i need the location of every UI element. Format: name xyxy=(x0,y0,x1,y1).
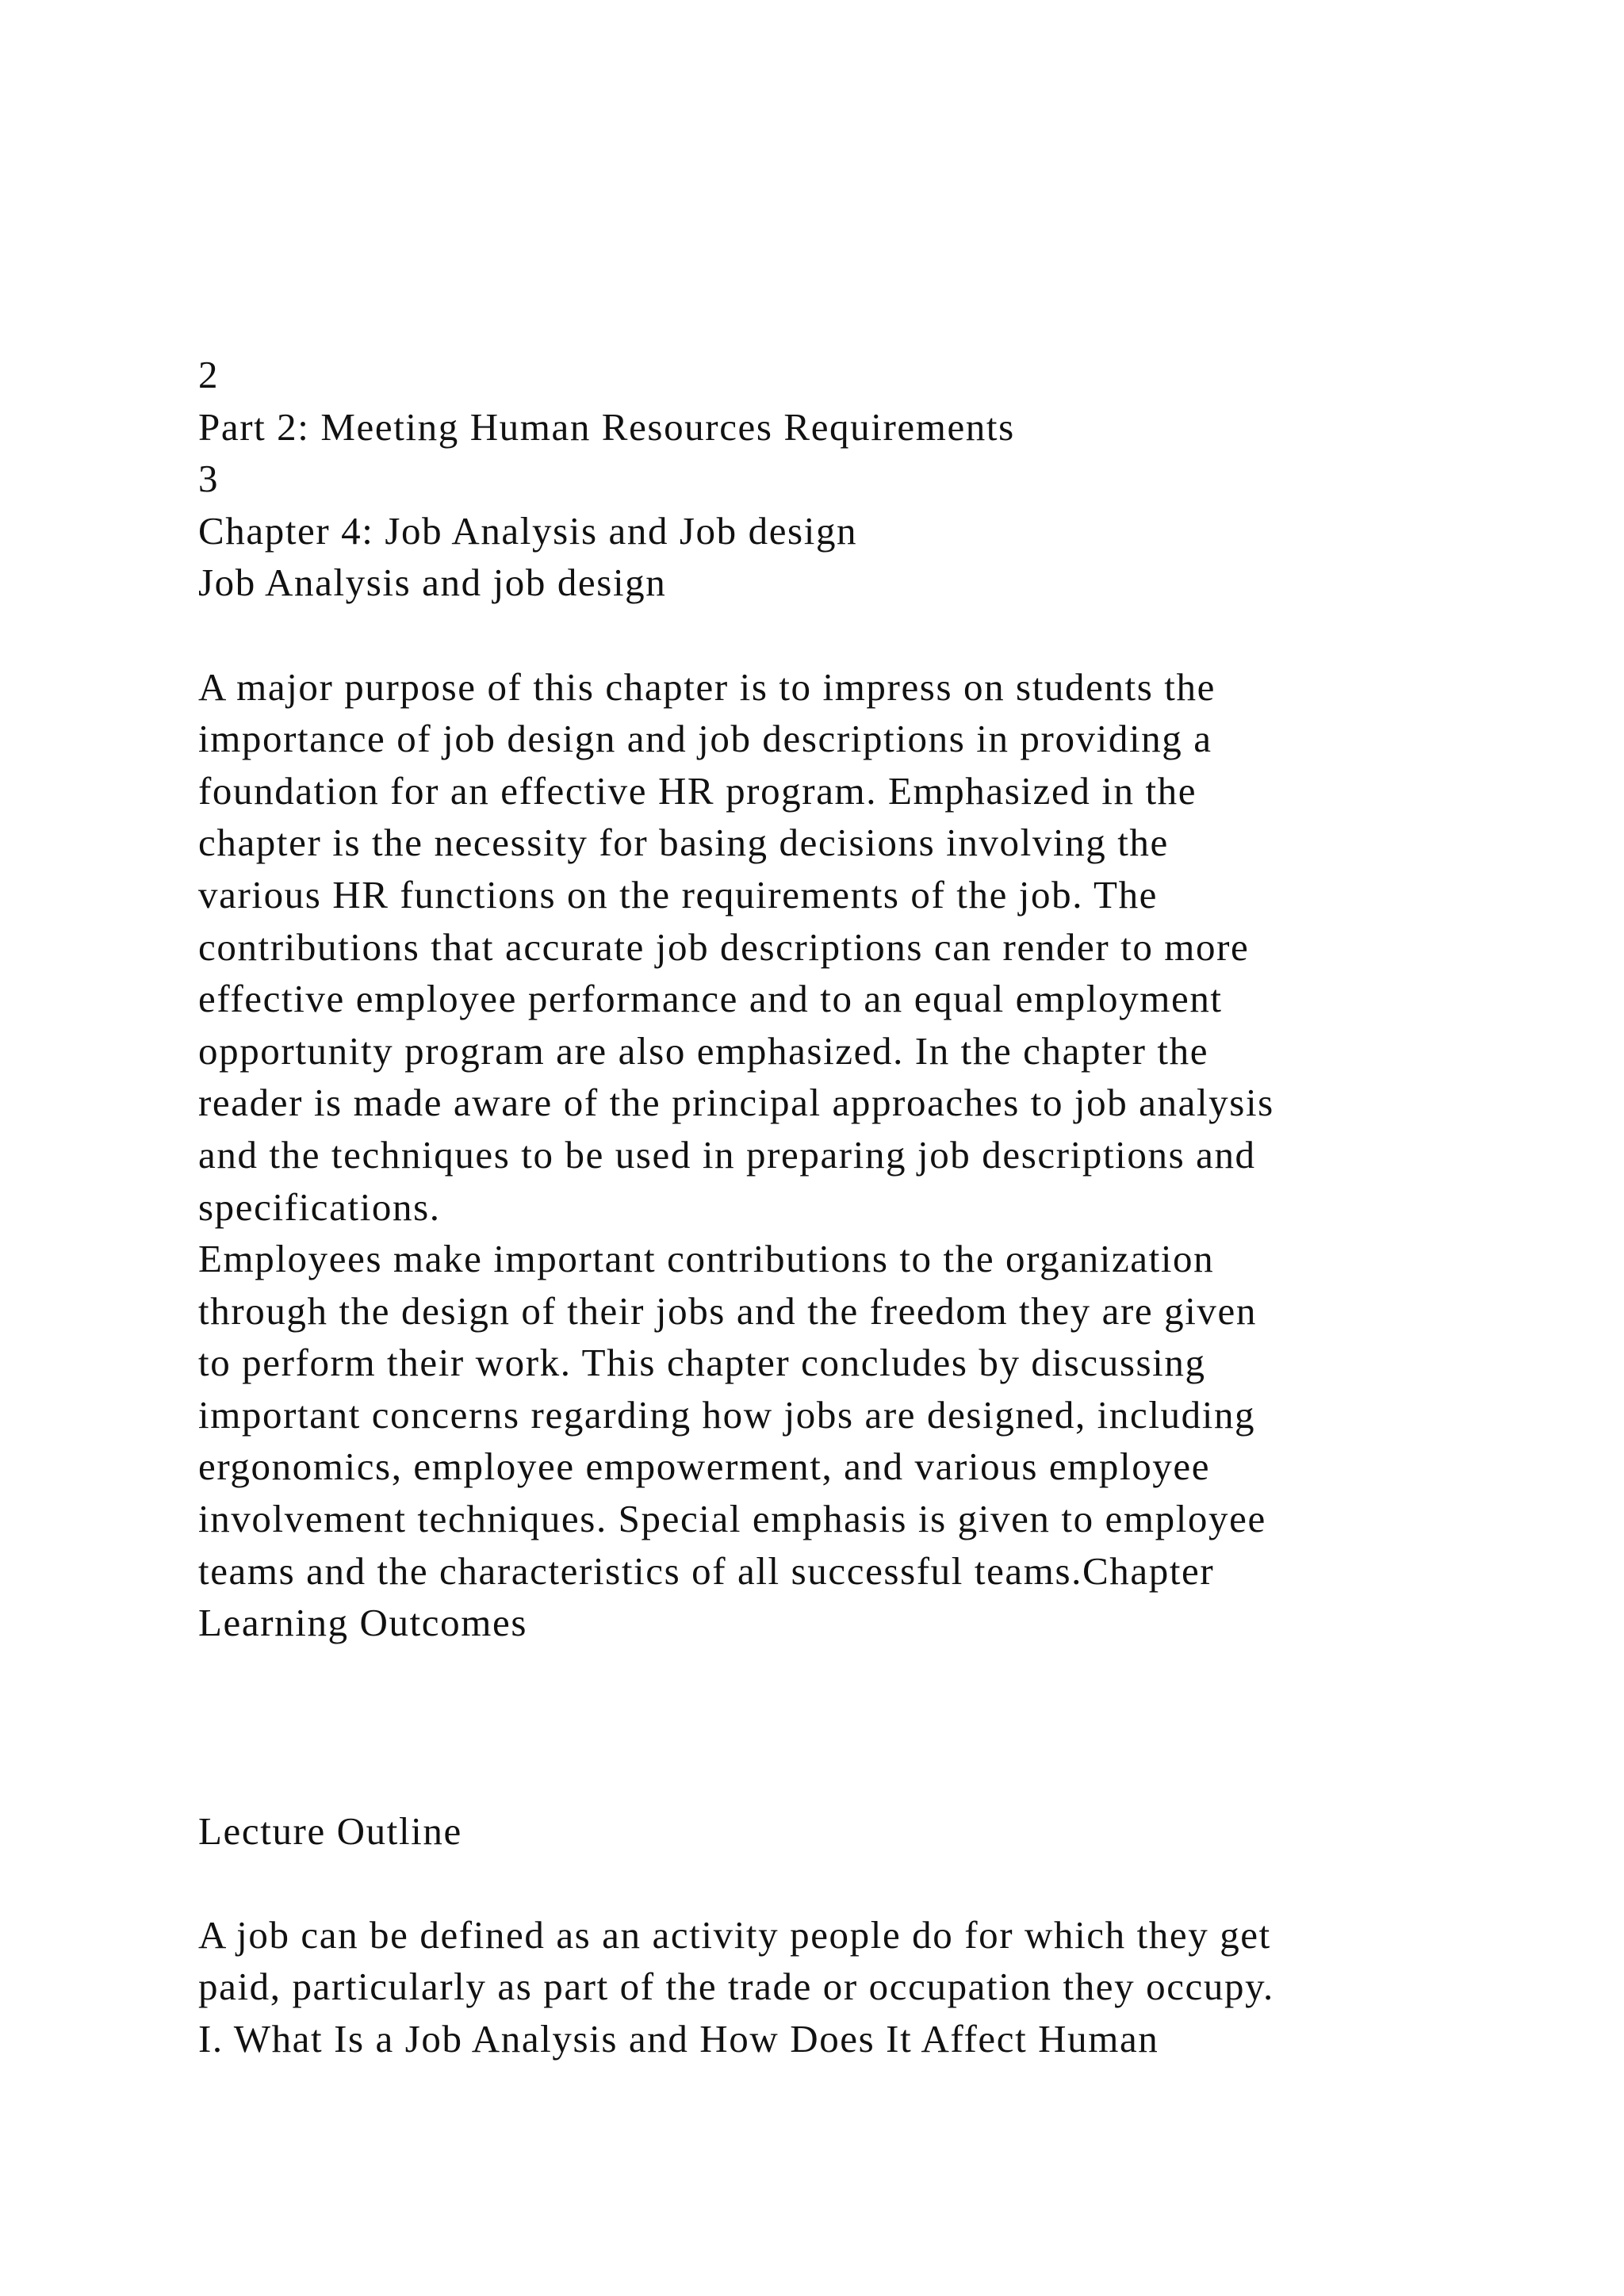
section-title: Job Analysis and job design xyxy=(198,561,667,605)
text-line: Employees make important contributions to the organization xyxy=(198,1237,1215,1281)
text-line: foundation for an effective HR program. Emphasized in the xyxy=(198,768,1197,813)
text-line: involvement techniques. Special emphasis is given to employee xyxy=(198,1497,1266,1541)
text-line: paid, particularly as part of the trade or occupation they occupy. xyxy=(198,1965,1274,2009)
text-line: reader is made aware of the principal approaches to job analysis xyxy=(198,1081,1274,1125)
text-line: specifications. xyxy=(198,1184,441,1229)
text-line: I. What Is a Job Analysis and How Does It Affect Human xyxy=(198,2017,1159,2061)
chapter-title: Chapter 4: Job Analysis and Job design xyxy=(198,508,858,553)
blank-line xyxy=(198,1649,1499,1701)
page-number-line: 2 xyxy=(198,353,220,396)
text-line: chapter is the necessity for basing decisions involving the xyxy=(198,821,1169,865)
text-line: contributions that accurate job descriptions can render to more xyxy=(198,924,1250,969)
document-body xyxy=(198,349,1499,2065)
text-line: importance of job design and job descriptions in providing a xyxy=(198,717,1212,761)
blank-line xyxy=(198,1701,1499,1753)
text-line: to perform their work. This chapter concludes by discussing xyxy=(198,1341,1206,1385)
text-line: through the design of their jobs and the freedom they are given xyxy=(198,1288,1257,1333)
text-line: effective employee performance and to an equal employment xyxy=(198,977,1223,1021)
blank-line xyxy=(198,1857,1499,1909)
text-line: various HR functions on the requirements of the job. The xyxy=(198,872,1159,916)
text-line: A major purpose of this chapter is to impress on students the xyxy=(198,664,1216,709)
text-line: and the techniques to be used in preparing job descriptions and xyxy=(198,1132,1256,1177)
text-line: Learning Outcomes xyxy=(198,1601,527,1645)
part-title: Part 2: Meeting Human Resources Requirements xyxy=(198,404,1015,449)
page-number-line: 3 xyxy=(198,457,220,501)
text-line: teams and the characteristics of all successful teams.Chapter xyxy=(198,1548,1215,1593)
blank-line xyxy=(198,609,1499,661)
intro-paragraph xyxy=(198,661,1499,1234)
job-definition-paragraph xyxy=(198,1909,1499,2065)
blank-line xyxy=(198,1753,1499,1805)
text-line: A job can be defined as an activity people do for which they get xyxy=(198,1912,1271,1957)
text-line: ergonomics, employee empowerment, and various employee xyxy=(198,1445,1211,1489)
employee-contributions-paragraph xyxy=(198,1233,1499,1649)
text-line: important concerns regarding how jobs are designed, including xyxy=(198,1392,1256,1437)
text-line: opportunity program are also emphasized. In the chapter the xyxy=(198,1028,1209,1073)
lecture-outline-heading: Lecture Outline xyxy=(198,1808,462,1853)
